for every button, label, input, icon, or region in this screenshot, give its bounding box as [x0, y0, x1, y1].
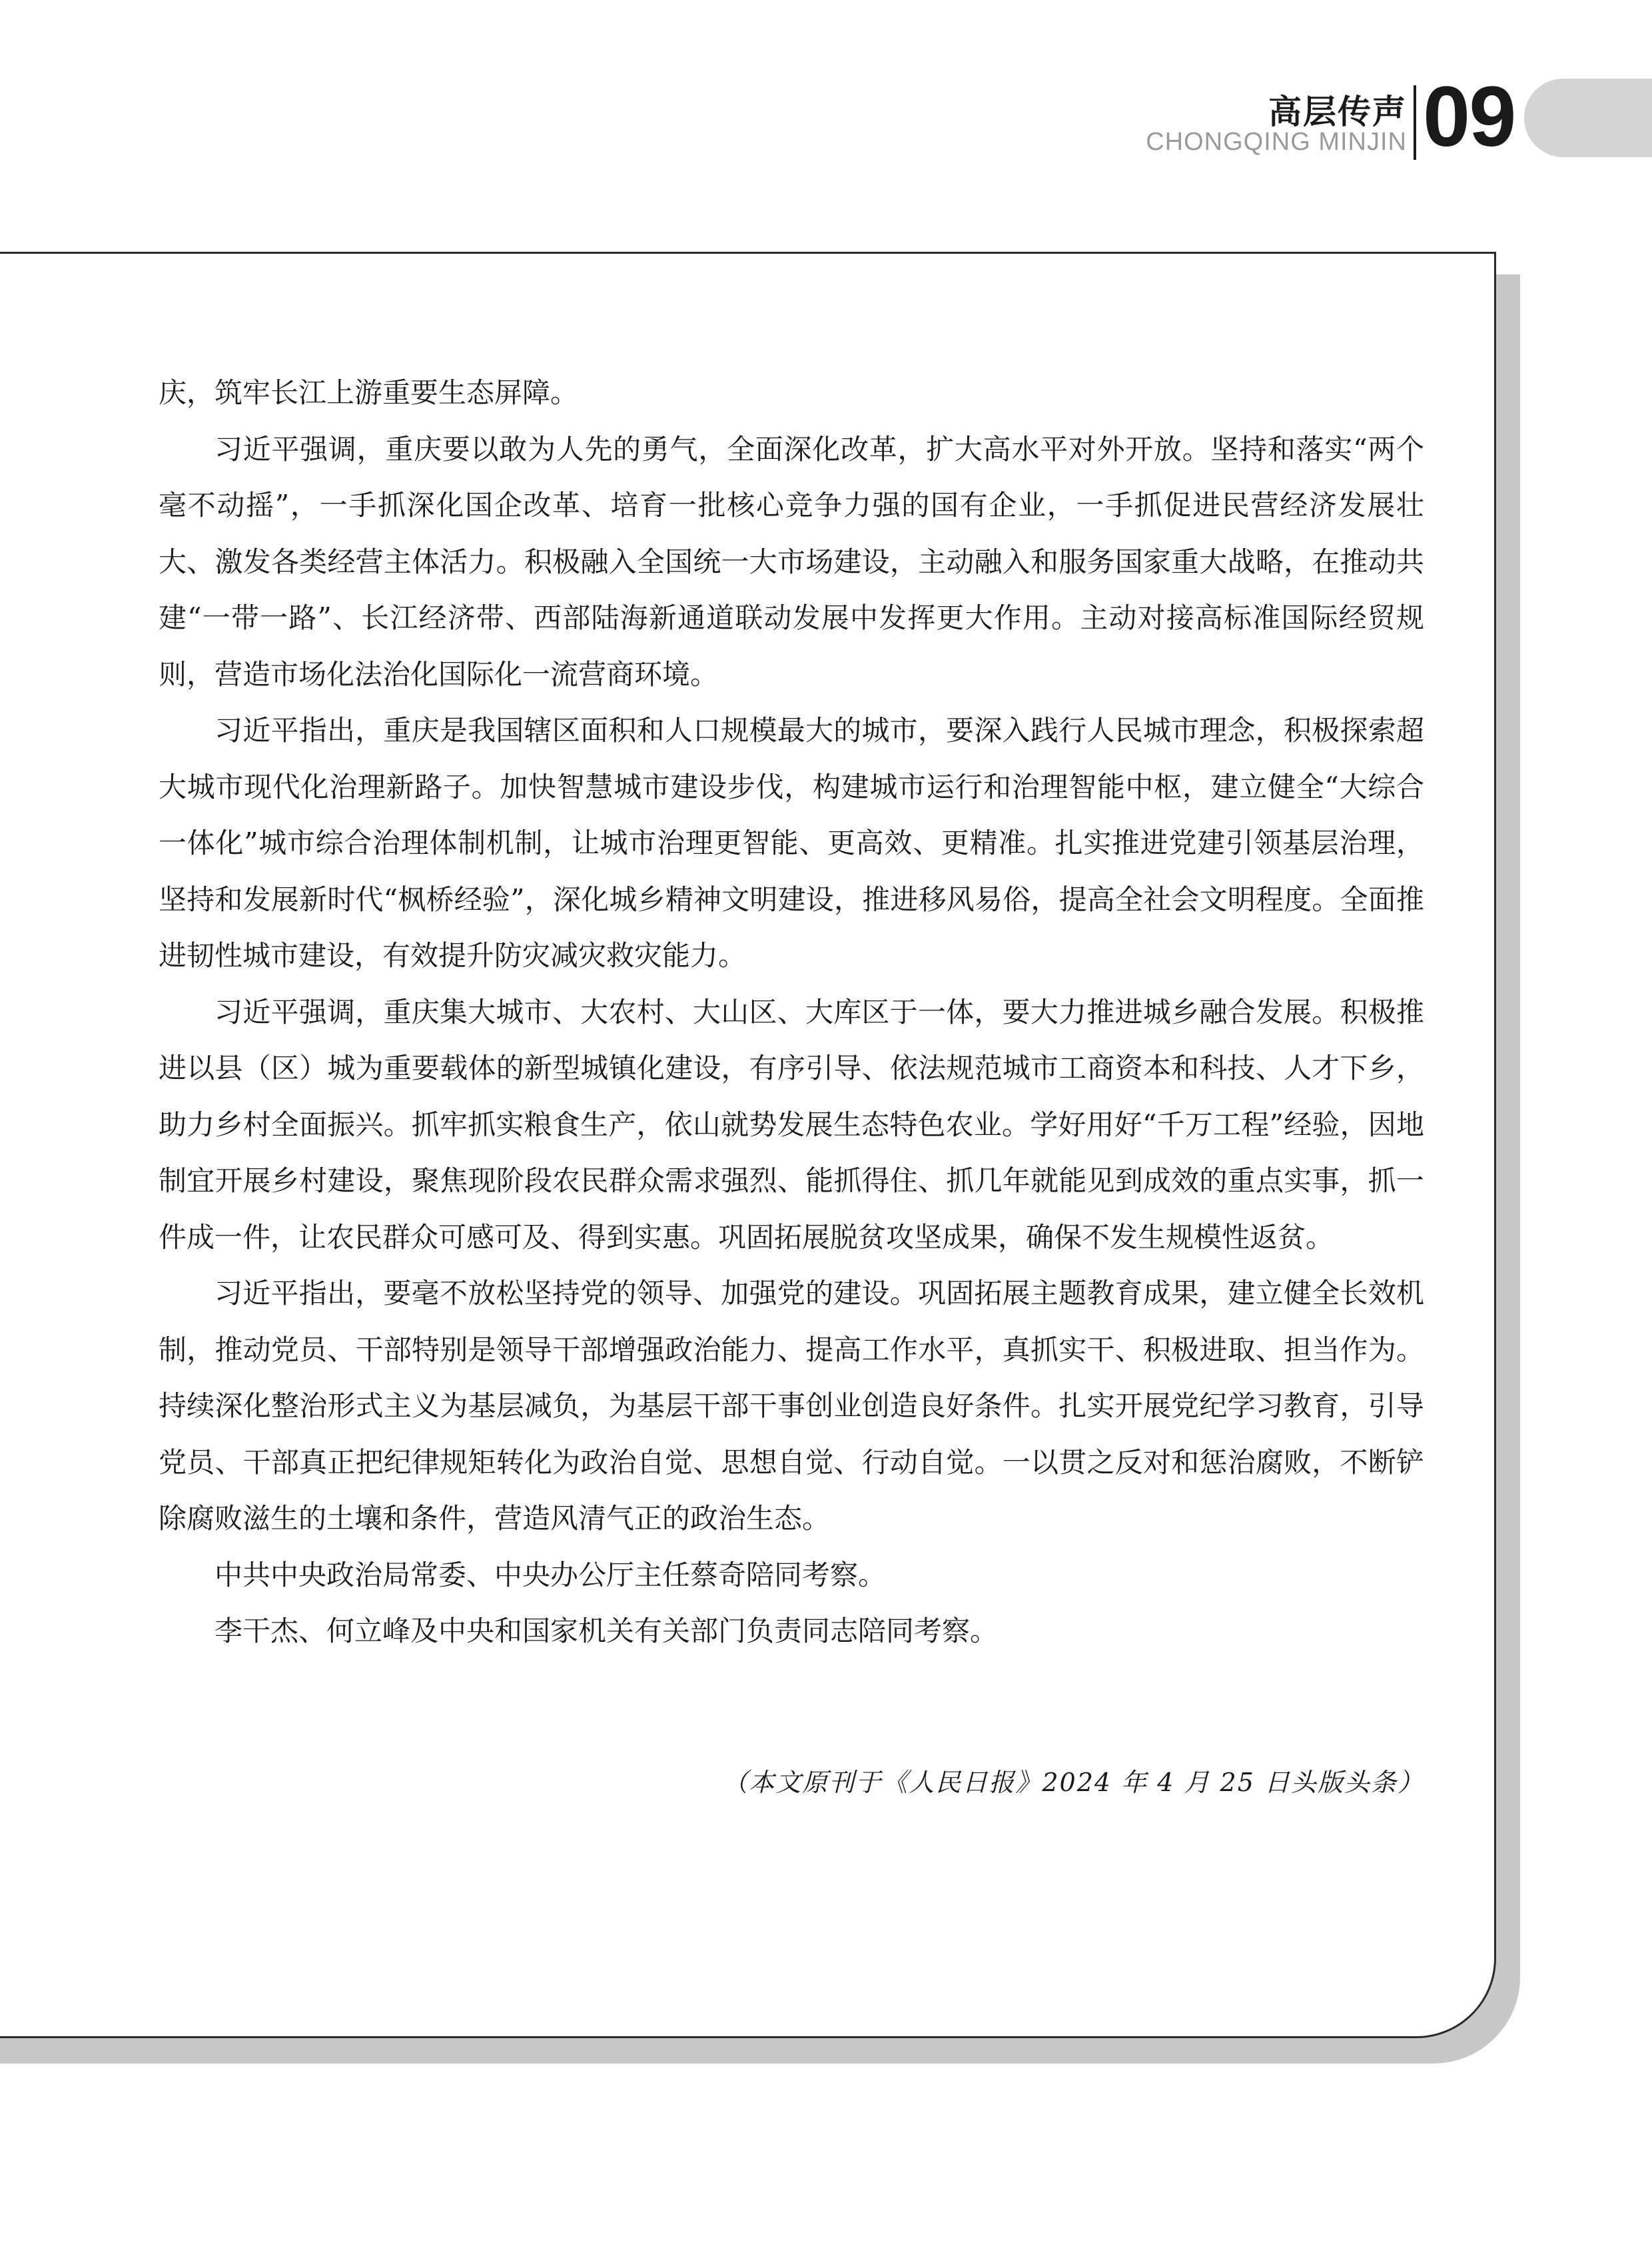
article-body: [159, 365, 1424, 1660]
header-divider: [1414, 85, 1416, 160]
page-tab-decoration: [1524, 79, 1652, 157]
article-paragraph: 中共中央政治局常委、中央办公厅主任蔡奇陪同考察。: [214, 1558, 887, 1591]
page-number: 09: [1423, 69, 1515, 165]
article-paragraph: 习近平强调，重庆集大城市、大农村、大山区、大库区于一体，要大力推进城乡融合发展。积极推进以县（区）城为重要载体的新型城镇化建设，有序引导、依法规范城市工商资本和科技、人才下乡，助力乡村全面振兴。抓牢抓实粮食生产，依山就势发展生态特色农业。学好用好“千万工程”经验，因地制宜开展乡村建设，聚焦现阶段农民群众需求强烈、能抓得住、抓几年就能见到成效的重点实事，抓一件成一件，让农民群众可感可及、得到实惠。巩固拓展脱贫攻坚成果，确保不发生规模性返贫。: [159, 995, 1424, 1254]
page-header: [0, 0, 1652, 167]
source-note: （本文原刊于《人民日报》2024 年 4 月 25 日头版头条）: [722, 1768, 1424, 1797]
section-title: 高层传声: [1268, 93, 1407, 131]
article-paragraph: 庆，筑牢长江上游重要生态屏障。: [159, 376, 579, 409]
article-paragraph: 习近平强调，重庆要以敢为人先的勇气，全面深化改革，扩大高水平对外开放。坚持和落实“两个毫不动摇”，一手抓深化国企改革、培育一批核心竞争力强的国有企业，一手抓促进民营经济发展壮大、激发各类经营主体活力。积极融入全国统一大市场建设，主动融入和服务国家重大战略，在推动共建“一带一路”、长江经济带、西部陆海新通道联动发展中发挥更大作用。主动对接高标准国际经贸规则，营造市场化法治化国际化一流营商环境。: [159, 432, 1424, 691]
section-subtitle: CHONGQING MINJIN: [1146, 128, 1407, 156]
article-paragraph: 习近平指出，重庆是我国辖区面积和人口规模最大的城市，要深入践行人民城市理念，积极探索超大城市现代化治理新路子。加快智慧城市建设步伐，构建城市运行和治理智能中枢，建立健全“大综合一体化”城市综合治理体制机制，让城市治理更智能、更高效、更精准。扎实推进党建引领基层治理，坚持和发展新时代“枫桥经验”，深化城乡精神文明建设，推进移风易俗，提高全社会文明程度。全面推进韧性城市建设，有效提升防灾减灾救灾能力。: [159, 714, 1424, 972]
article-paragraph: 习近平指出，要毫不放松坚持党的领导、加强党的建设。巩固拓展主题教育成果，建立健全长效机制，推动党员、干部特别是领导干部增强政治能力、提高工作水平，真抓实干、积极进取、担当作为。持续深化整治形式主义为基层减负，为基层干部干事创业创造良好条件。扎实开展党纪学习教育，引导党员、干部真正把纪律规矩转化为政治自觉、思想自觉、行动自觉。一以贯之反对和惩治腐败，不断铲除腐败滋生的土壤和条件，营造风清气正的政治生态。: [159, 1277, 1424, 1535]
article-paragraph: 李干杰、何立峰及中央和国家机关有关部门负责同志陪同考察。: [214, 1615, 999, 1647]
